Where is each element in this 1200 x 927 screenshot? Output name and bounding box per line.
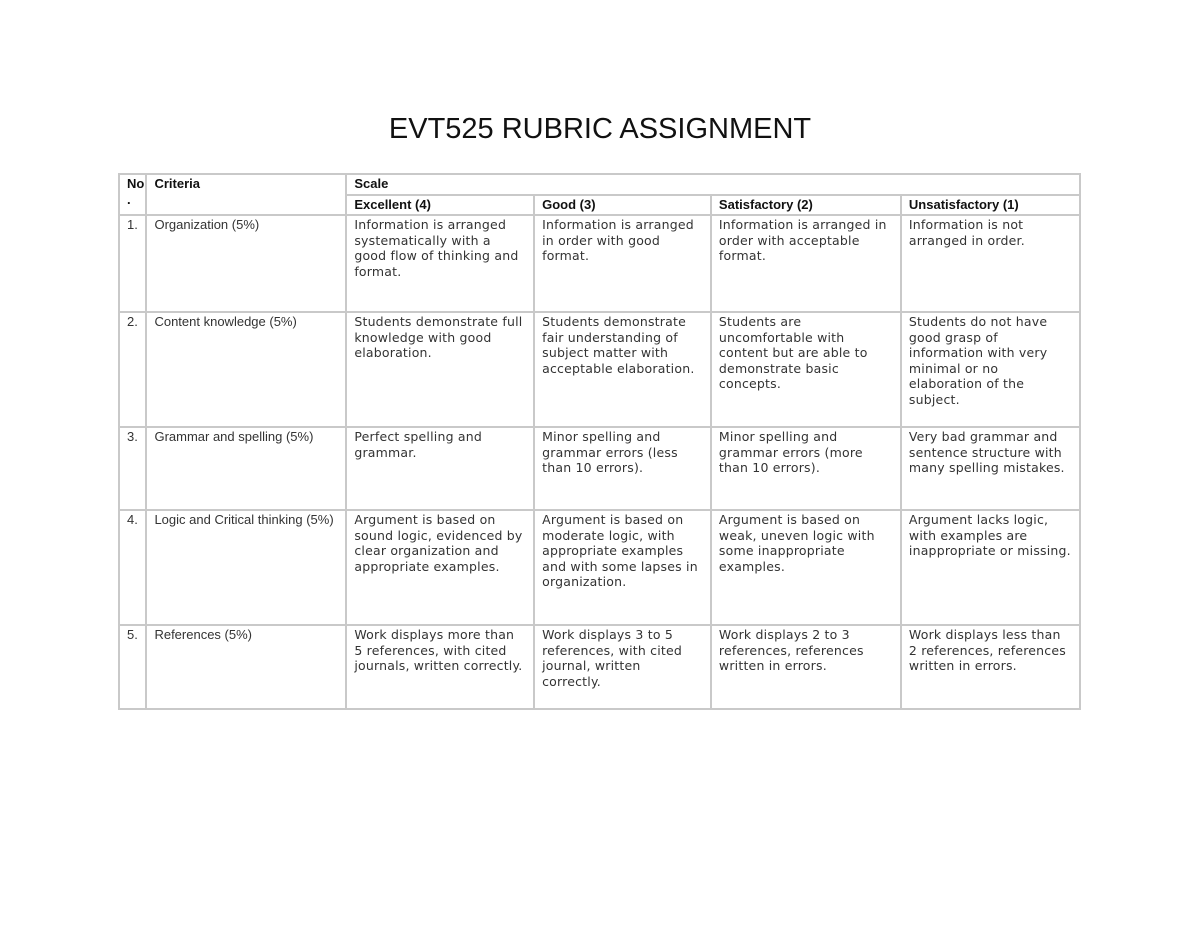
good-cell: Minor spelling and grammar errors (less than 10 errors).: [534, 427, 711, 510]
satisfactory-cell: Argument is based on weak, uneven logic with some inappropriate examples.: [711, 510, 901, 625]
table-row: [119, 427, 1080, 510]
satisfactory-cell: Students are uncomfortable with content but are able to demonstrate basic concepts.: [711, 312, 901, 427]
table-row: [119, 312, 1080, 427]
header-level-unsatisfactory: Unsatisfactory (1): [901, 195, 1080, 216]
satisfactory-cell: Work displays 2 to 3 references, references written in errors.: [711, 625, 901, 709]
unsatisfactory-cell: Students do not have good grasp of information with very minimal or no elaboration of the subject.: [901, 312, 1080, 427]
row-number: 2.: [119, 312, 146, 427]
header-no-dot: .: [127, 191, 131, 207]
row-number: 4.: [119, 510, 146, 625]
row-number: 5.: [119, 625, 146, 709]
excellent-cell: Students demonstrate full knowledge with good elaboration.: [346, 312, 534, 427]
excellent-cell: Argument is based on sound logic, evidenced by clear organization and appropriate examples.: [346, 510, 534, 625]
criteria-cell: Grammar and spelling (5%): [146, 427, 346, 510]
unsatisfactory-cell: Very bad grammar and sentence structure with many spelling mistakes.: [901, 427, 1080, 510]
page-title: EVT525 RUBRIC ASSIGNMENT: [388, 113, 812, 145]
excellent-cell: Perfect spelling and grammar.: [346, 427, 534, 510]
criteria-cell: Organization (5%): [146, 215, 346, 312]
satisfactory-cell: Information is arranged in order with acceptable format.: [711, 215, 901, 312]
header-criteria: Criteria: [146, 174, 346, 215]
unsatisfactory-cell: Argument lacks logic, with examples are inappropriate or missing.: [901, 510, 1080, 625]
row-number: 3.: [119, 427, 146, 510]
header-row: [119, 174, 1080, 195]
header-no: [119, 174, 146, 215]
header-no-label: No: [127, 176, 145, 191]
good-cell: Work displays 3 to 5 references, with cited journal, written correctly.: [534, 625, 711, 709]
unsatisfactory-cell: Work displays less than 2 references, references written in errors.: [901, 625, 1080, 709]
header-level-good: Good (3): [534, 195, 711, 216]
criteria-cell: Logic and Critical thinking (5%): [146, 510, 346, 625]
unsatisfactory-cell: Information is not arranged in order.: [901, 215, 1080, 312]
table-row: [119, 510, 1080, 625]
header-level-excellent: Excellent (4): [346, 195, 534, 216]
criteria-cell: Content knowledge (5%): [146, 312, 346, 427]
satisfactory-cell: Minor spelling and grammar errors (more than 10 errors).: [711, 427, 901, 510]
header-level-satisfactory: Satisfactory (2): [711, 195, 901, 216]
criteria-cell: References (5%): [146, 625, 346, 709]
header-scale: Scale: [346, 174, 1080, 195]
table-row: [119, 215, 1080, 312]
excellent-cell: Work displays more than 5 references, with cited journals, written correctly.: [346, 625, 534, 709]
good-cell: Information is arranged in order with good format.: [534, 215, 711, 312]
row-number: 1.: [119, 215, 146, 312]
table-row: [119, 625, 1080, 709]
rubric-table: [118, 173, 1081, 710]
good-cell: Argument is based on moderate logic, with appropriate examples and with some lapses in organization.: [534, 510, 711, 625]
good-cell: Students demonstrate fair understanding of subject matter with acceptable elaboration.: [534, 312, 711, 427]
excellent-cell: Information is arranged systematically with a good flow of thinking and format.: [346, 215, 534, 312]
